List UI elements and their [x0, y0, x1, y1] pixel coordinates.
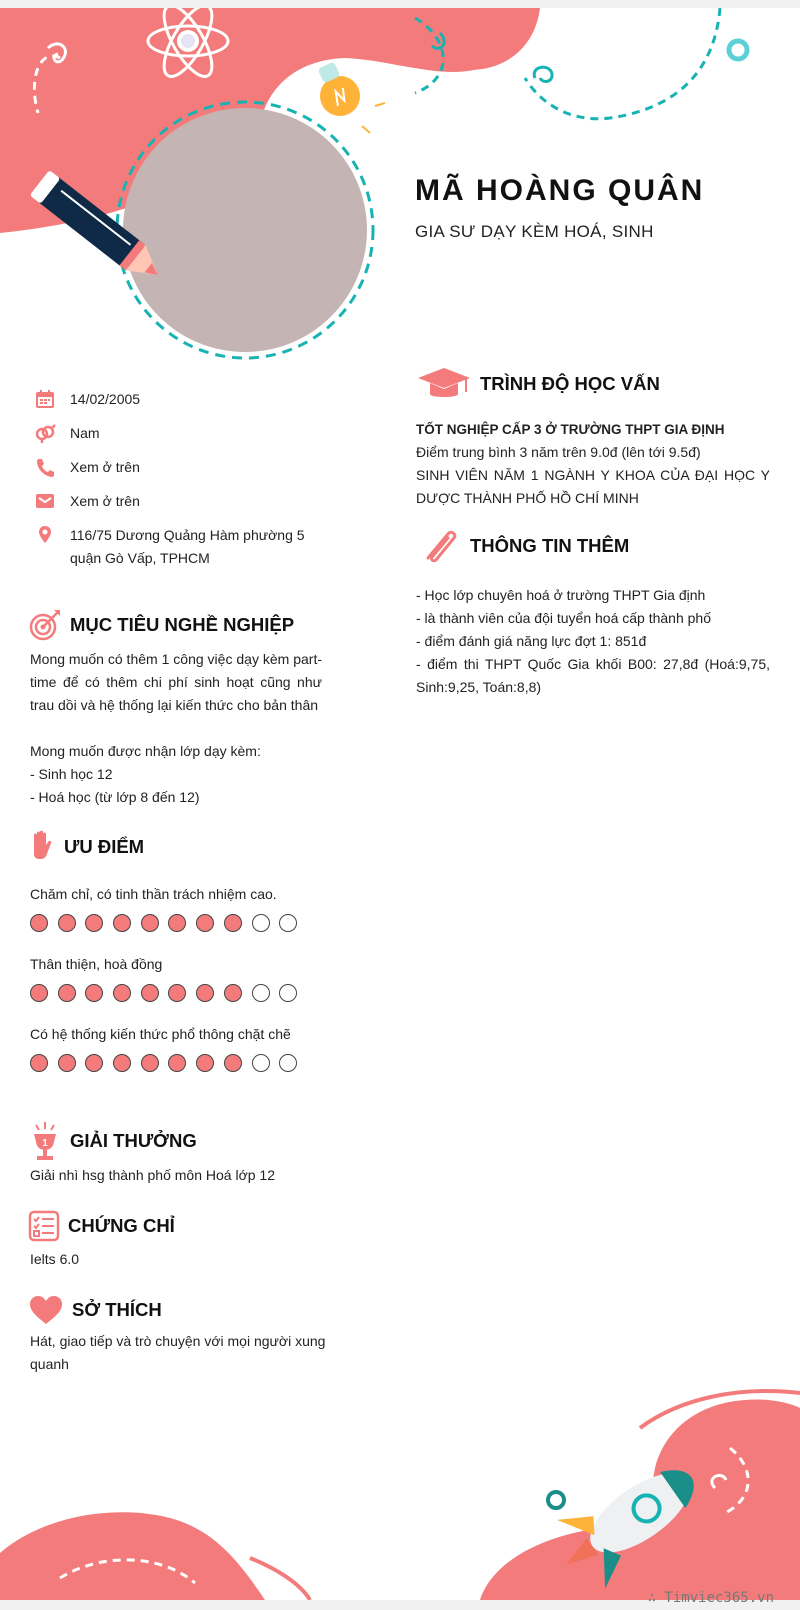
address-value: 116/75 Dương Quảng Hàm phường 5 quận Gò Vấp, TPHCM [70, 527, 305, 566]
education-degree: TỐT NGHIỆP CẤP 3 Ở TRƯỜNG THPT GIA ĐỊNH [416, 422, 725, 437]
calendar-icon [34, 388, 56, 410]
rating-dot-empty [279, 914, 297, 932]
education-title: TRÌNH ĐỘ HỌC VẤN [480, 373, 660, 394]
trophy-icon [28, 1120, 62, 1162]
rating-dot-filled [85, 984, 103, 1002]
gender-icon [34, 422, 56, 444]
rating-dot-empty [279, 1054, 297, 1072]
rating-dot-filled [224, 914, 242, 932]
phone-value: Xem ở trên [70, 459, 140, 475]
skill-label: Thân thiện, hoà đồng [30, 956, 163, 972]
email-icon [34, 490, 56, 512]
strengths-title: ƯU ĐIỂM [64, 836, 145, 857]
rating-dot-filled [224, 984, 242, 1002]
location-icon [34, 524, 56, 546]
skill-label: Có hệ thống kiến thức phổ thông chặt chẽ [30, 1026, 291, 1042]
certificates-title: CHỨNG CHỈ [68, 1215, 175, 1236]
objective-line: Mong muốn được nhận lớp dạy kèm: [30, 743, 261, 759]
rating-dot-filled [168, 914, 186, 932]
rating-dot-filled [85, 914, 103, 932]
certificates-header [28, 1210, 175, 1242]
rating-dot-filled [196, 914, 214, 932]
objective-header [28, 608, 294, 642]
skill-rating [30, 914, 307, 932]
target-icon [28, 608, 62, 642]
rating-dot-empty [252, 984, 270, 1002]
resume-page [0, 8, 800, 1600]
contact-phone [34, 456, 320, 479]
objective-line: - Sinh học 12 [30, 766, 113, 782]
contact-address [34, 524, 320, 570]
additional-header [418, 526, 629, 566]
awards-title: GIẢI THƯỞNG [70, 1130, 197, 1151]
rating-dot-filled [141, 914, 159, 932]
rating-dot-filled [30, 1054, 48, 1072]
hobbies-text: Hát, giao tiếp và trò chuyện với mọi người xung quanh [30, 1333, 326, 1372]
svg-text:1: 1 [42, 1138, 48, 1149]
rating-dot-filled [30, 984, 48, 1002]
objective-paragraph: Mong muốn có thêm 1 công việc dạy kèm part-time để có thêm chi phí sinh hoạt cũng như trau dồi và hệ thống lại kiến thức cho bản thân [30, 651, 322, 713]
heart-icon [28, 1294, 64, 1326]
certificates-text: Ielts 6.0 [30, 1251, 80, 1267]
rating-dot-filled [168, 1054, 186, 1072]
additional-line: - điểm đánh giá năng lực đợt 1: 851đ [416, 633, 647, 649]
candidate-name: MÃ HOÀNG QUÂN [415, 174, 705, 207]
skill-label: Chăm chỉ, có tinh thần trách nhiệm cao. [30, 886, 277, 902]
contact-email [34, 490, 320, 513]
job-title: GIA SƯ DẠY KÈM HOÁ, SINH [415, 222, 654, 241]
rating-dot-empty [279, 984, 297, 1002]
rating-dot-filled [85, 1054, 103, 1072]
skill-rating [30, 984, 307, 1002]
rating-dot-filled [58, 984, 76, 1002]
phone-icon [34, 456, 56, 478]
education-gpa: Điểm trung bình 3 năm trên 9.0đ (lên tới 9.5đ) [416, 444, 701, 460]
rating-dot-filled [58, 914, 76, 932]
gender-value: Nam [70, 425, 100, 441]
contact-gender [34, 422, 320, 445]
contact-birthday [34, 388, 320, 411]
email-value: Xem ở trên [70, 493, 140, 509]
rating-dot-filled [168, 984, 186, 1002]
rating-dot-empty [252, 1054, 270, 1072]
rating-dot-filled [196, 984, 214, 1002]
awards-header [28, 1120, 197, 1162]
additional-line: - Học lớp chuyên hoá ở trường THPT Gia định [416, 587, 706, 603]
rating-dot-filled [113, 984, 131, 1002]
rating-dot-filled [196, 1054, 214, 1072]
education-current: SINH VIÊN NĂM 1 NGÀNH Y KHOA CỦA ĐẠI HỌC Y DƯỢC THÀNH PHỐ HỒ CHÍ MINH [416, 467, 770, 506]
hand-icon [28, 830, 56, 864]
hobbies-header [28, 1294, 162, 1326]
additional-title: THÔNG TIN THÊM [470, 535, 630, 556]
graduation-cap-icon [416, 366, 472, 402]
additional-line: - điểm thi THPT Quốc Gia khối B00: 27,8đ (Hoá:9,75, Sinh:9,25, Toán:8,8) [416, 656, 770, 695]
objective-title: MỤC TIÊU NGHỀ NGHIỆP [70, 614, 295, 635]
checklist-icon [28, 1210, 60, 1242]
objective-line: - Hoá học (từ lớp 8 đến 12) [30, 789, 200, 805]
birthday-value: 14/02/2005 [70, 391, 141, 407]
education-header [416, 366, 660, 402]
rating-dot-filled [58, 1054, 76, 1072]
rating-dot-filled [30, 914, 48, 932]
rating-dot-filled [141, 984, 159, 1002]
paperclip-icon [418, 526, 462, 566]
rating-dot-filled [113, 1054, 131, 1072]
rating-dot-filled [113, 914, 131, 932]
strengths-header [28, 830, 144, 864]
hobbies-title: SỞ THÍCH [72, 1299, 162, 1320]
awards-text: Giải nhì hsg thành phố môn Hoá lớp 12 [30, 1167, 276, 1183]
skill-rating [30, 1054, 307, 1072]
watermark: ∴ Timviec365.vn [647, 1590, 774, 1606]
rating-dot-filled [141, 1054, 159, 1072]
rating-dot-empty [252, 914, 270, 932]
rating-dot-filled [224, 1054, 242, 1072]
additional-line: - là thành viên của đội tuyển hoá cấp thành phố [416, 610, 711, 626]
